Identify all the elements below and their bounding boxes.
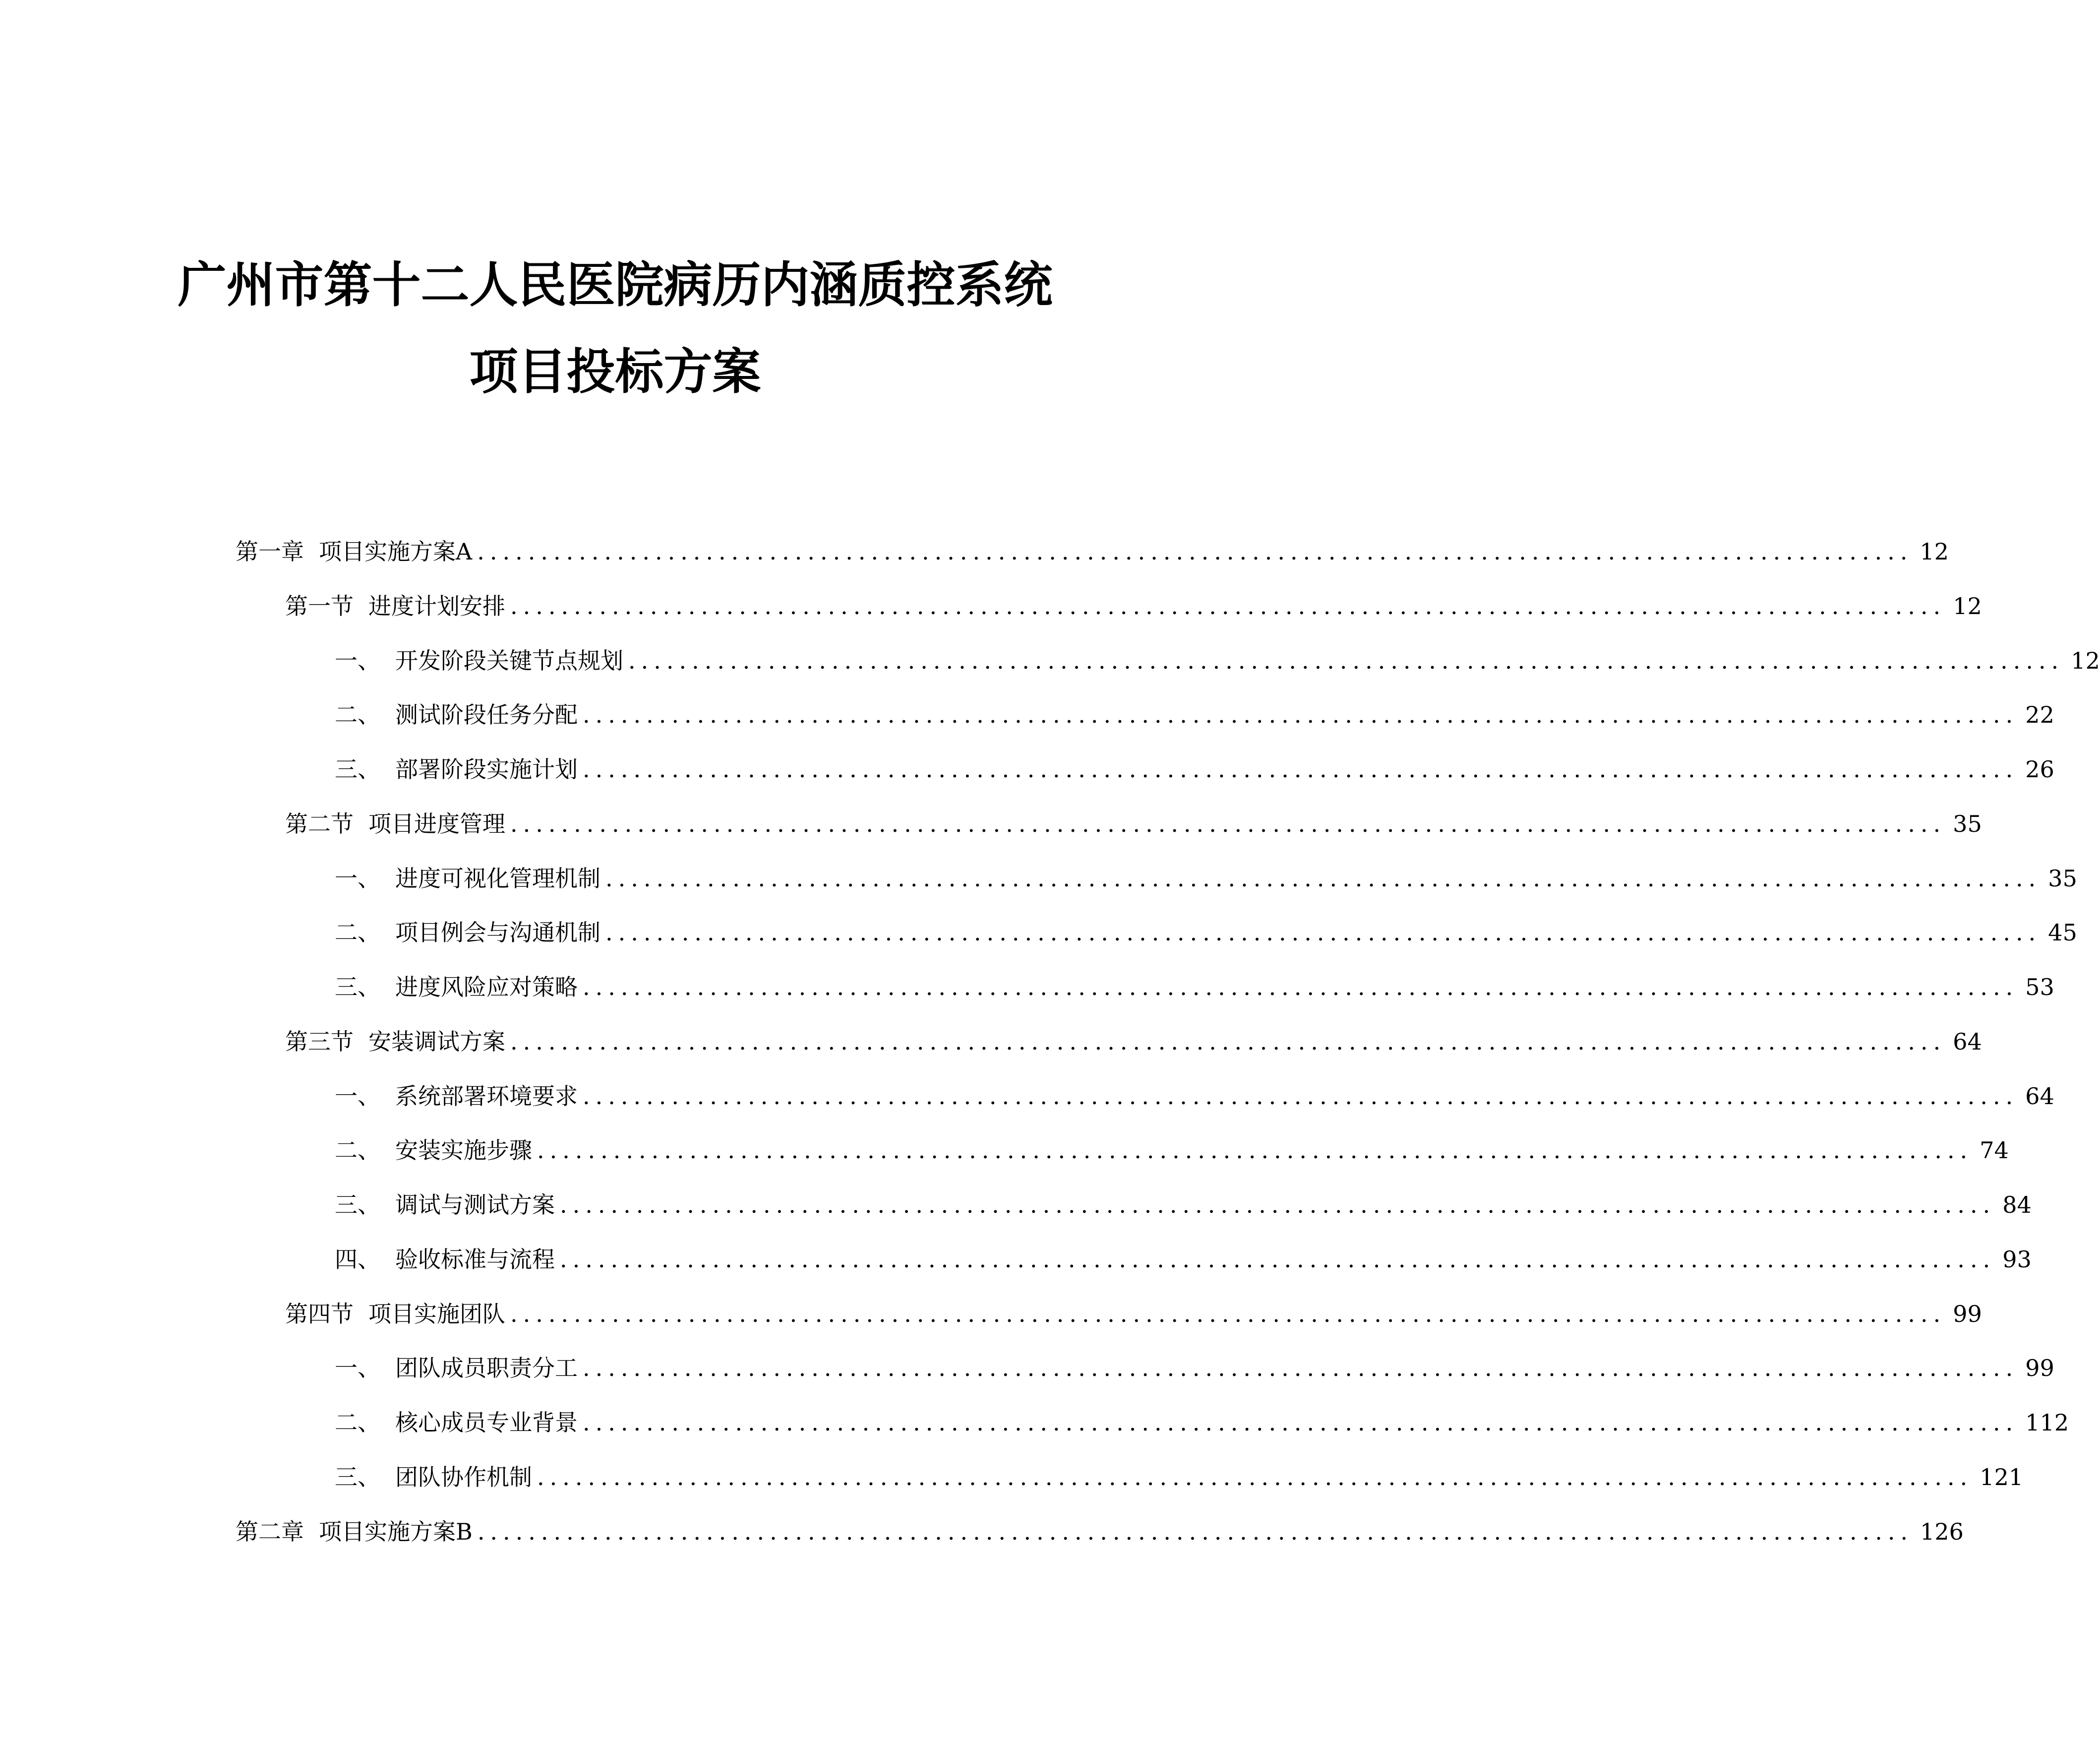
toc-entry-text: 核心成员专业背景 [395, 1409, 578, 1436]
toc-leader-dots: ................................................................................................................. [477, 1518, 1914, 1545]
toc-entry-text: 部署阶段实施计划 [395, 756, 578, 783]
toc-entry-item[interactable] [335, 1408, 2069, 1437]
toc-entry-label [335, 864, 600, 893]
toc-entry-text: 调试与测试方案 [395, 1191, 555, 1218]
toc-entry-page: 121 [1980, 1464, 2024, 1491]
toc-entry-section-1-3[interactable] [285, 1027, 1982, 1056]
toc-entry-page: 84 [2002, 1191, 2032, 1218]
toc-entry-number: 一、 [335, 647, 380, 674]
toc-entry-text: 安装调试方案 [368, 1028, 505, 1055]
toc-entry-number: 一、 [335, 1083, 380, 1110]
toc-entry-text: 安装实施步骤 [395, 1137, 532, 1164]
toc-entry-number: 第二节 [285, 810, 354, 837]
toc-leader-dots: ................................................................................................................. [510, 1028, 1946, 1055]
toc-entry-text: 测试阶段任务分配 [395, 701, 578, 728]
toc-entry-number: 三、 [335, 1191, 380, 1218]
toc-entry-page: 12 [1953, 593, 1982, 620]
toc-entry-label [335, 1462, 532, 1492]
toc-entry-text: 团队成员职责分工 [395, 1355, 578, 1381]
toc-entry-text: 进度可视化管理机制 [395, 865, 600, 892]
toc-entry-number: 第三节 [285, 1028, 354, 1055]
toc-leader-dots: ................................................................................................................. [605, 865, 2041, 892]
toc-entry-item[interactable] [335, 864, 2077, 893]
toc-entry-label [335, 1408, 578, 1437]
toc-entry-number: 二、 [335, 1137, 380, 1164]
toc-leader-dots: ................................................................................................................. [583, 701, 2019, 728]
toc-entry-item[interactable] [335, 918, 2077, 947]
toc-entry-number: 二、 [335, 1409, 380, 1436]
toc-entry-item[interactable] [335, 646, 2100, 676]
toc-leader-dots: ................................................................................................................. [510, 593, 1946, 620]
toc-entry-page: 12 [1920, 538, 1949, 565]
toc-entry-item[interactable] [335, 754, 2054, 784]
toc-entry-number: 三、 [335, 756, 380, 783]
toc-entry-text: 进度风险应对策略 [395, 974, 578, 1000]
toc-entry-page: 53 [2025, 974, 2054, 1000]
toc-entry-page: 26 [2025, 756, 2054, 783]
toc-entry-item[interactable] [335, 1462, 2024, 1492]
toc-entry-page: 45 [2048, 919, 2077, 946]
toc-entry-item[interactable] [335, 1135, 2009, 1165]
toc-entry-text: 系统部署环境要求 [395, 1083, 578, 1110]
toc-entry-number: 二、 [335, 919, 380, 946]
toc-entry-label [335, 1135, 532, 1165]
toc-leader-dots: ................................................................................................................. [560, 1191, 1996, 1218]
toc-entry-label [335, 1190, 555, 1220]
toc-entry-page: 99 [1953, 1301, 1982, 1327]
toc-entry-label [335, 1244, 555, 1274]
toc-entry-number: 四、 [335, 1246, 380, 1273]
toc-entry-number: 第一章 [236, 538, 304, 565]
toc-leader-dots: ................................................................................................................. [583, 974, 2019, 1000]
toc-entry-item[interactable] [335, 1353, 2054, 1383]
toc-entry-page: 64 [1953, 1028, 1982, 1055]
toc-entry-page: 22 [2025, 701, 2054, 728]
toc-entry-page: 112 [2025, 1409, 2069, 1436]
toc-leader-dots: ................................................................................................................. [510, 1301, 1946, 1327]
toc-leader-dots: ................................................................................................................. [583, 1083, 2019, 1110]
toc-entry-item[interactable] [335, 1244, 2032, 1274]
toc-entry-label [335, 918, 600, 947]
toc-entry-label [335, 754, 578, 784]
toc-leader-dots: ................................................................................................................. [537, 1137, 1973, 1164]
toc-entry-page: 12 [2071, 647, 2100, 674]
document-title-line-1: 广州市第十二人民医院病历内涵质控系统 [178, 257, 1053, 313]
toc-entry-number: 一、 [335, 1355, 380, 1381]
toc-entry-text: 开发阶段关键节点规划 [395, 647, 623, 674]
toc-leader-dots: ................................................................................................................. [583, 1409, 2019, 1436]
toc-entry-section-1-2[interactable] [285, 809, 1982, 839]
toc-entry-text: 项目实施方案A [319, 538, 473, 565]
toc-entry-text: 项目实施方案B [319, 1518, 473, 1545]
toc-entry-label [285, 591, 505, 621]
toc-entry-page: 99 [2025, 1355, 2054, 1381]
toc-entry-item[interactable] [335, 1190, 2032, 1220]
toc-entry-number: 一、 [335, 865, 380, 892]
toc-entry-label [335, 700, 578, 730]
toc-leader-dots: ................................................................................................................. [583, 1355, 2019, 1381]
toc-entry-page: 35 [2048, 865, 2077, 892]
toc-entry-chapter-1[interactable] [236, 537, 1949, 566]
toc-entry-text: 验收标准与流程 [395, 1246, 555, 1273]
toc-leader-dots: ................................................................................................................. [605, 919, 2041, 946]
toc-entry-label [335, 1353, 578, 1383]
toc-entry-number: 三、 [335, 1464, 380, 1491]
toc-entry-label [285, 809, 505, 839]
toc-leader-dots: ................................................................................................................. [628, 647, 2064, 674]
toc-entry-section-1-1[interactable] [285, 591, 1982, 621]
toc-entry-label [335, 972, 578, 1002]
document-title-line-2: 项目投标方案 [469, 344, 761, 400]
toc-entry-label [236, 1517, 473, 1547]
toc-entry-label [285, 1299, 505, 1329]
toc-entry-label [335, 646, 623, 676]
toc-entry-text: 项目例会与沟通机制 [395, 919, 600, 946]
toc-entry-page: 64 [2025, 1083, 2054, 1110]
toc-entry-item[interactable] [335, 700, 2054, 730]
toc-entry-page: 35 [1953, 810, 1982, 837]
toc-entry-text: 项目实施团队 [368, 1301, 505, 1327]
toc-entry-number: 第一节 [285, 593, 354, 620]
toc-entry-number: 第二章 [236, 1518, 304, 1545]
toc-entry-page: 126 [1920, 1518, 1964, 1545]
toc-entry-text: 进度计划安排 [368, 593, 505, 620]
toc-entry-item[interactable] [335, 972, 2054, 1002]
toc-entry-label [335, 1081, 578, 1111]
toc-leader-dots: ................................................................................................................. [583, 756, 2019, 783]
toc-entry-chapter-2[interactable] [236, 1517, 1964, 1547]
toc-entry-number: 第四节 [285, 1301, 354, 1327]
toc-entry-page: 93 [2002, 1246, 2032, 1273]
toc-entry-number: 二、 [335, 701, 380, 728]
toc-leader-dots: ................................................................................................................. [477, 538, 1913, 565]
toc-entry-page: 74 [1980, 1137, 2009, 1164]
toc-entry-item[interactable] [335, 1081, 2054, 1111]
toc-entry-section-1-4[interactable] [285, 1299, 1982, 1329]
toc-entry-label [236, 537, 472, 566]
toc-entry-text: 项目进度管理 [368, 810, 505, 837]
toc-leader-dots: ................................................................................................................. [510, 810, 1946, 837]
toc-entry-label [285, 1027, 505, 1056]
toc-entry-number: 三、 [335, 974, 380, 1000]
toc-leader-dots: ................................................................................................................. [560, 1246, 1996, 1273]
toc-entry-text: 团队协作机制 [395, 1464, 532, 1491]
toc-leader-dots: ................................................................................................................. [537, 1464, 1973, 1491]
